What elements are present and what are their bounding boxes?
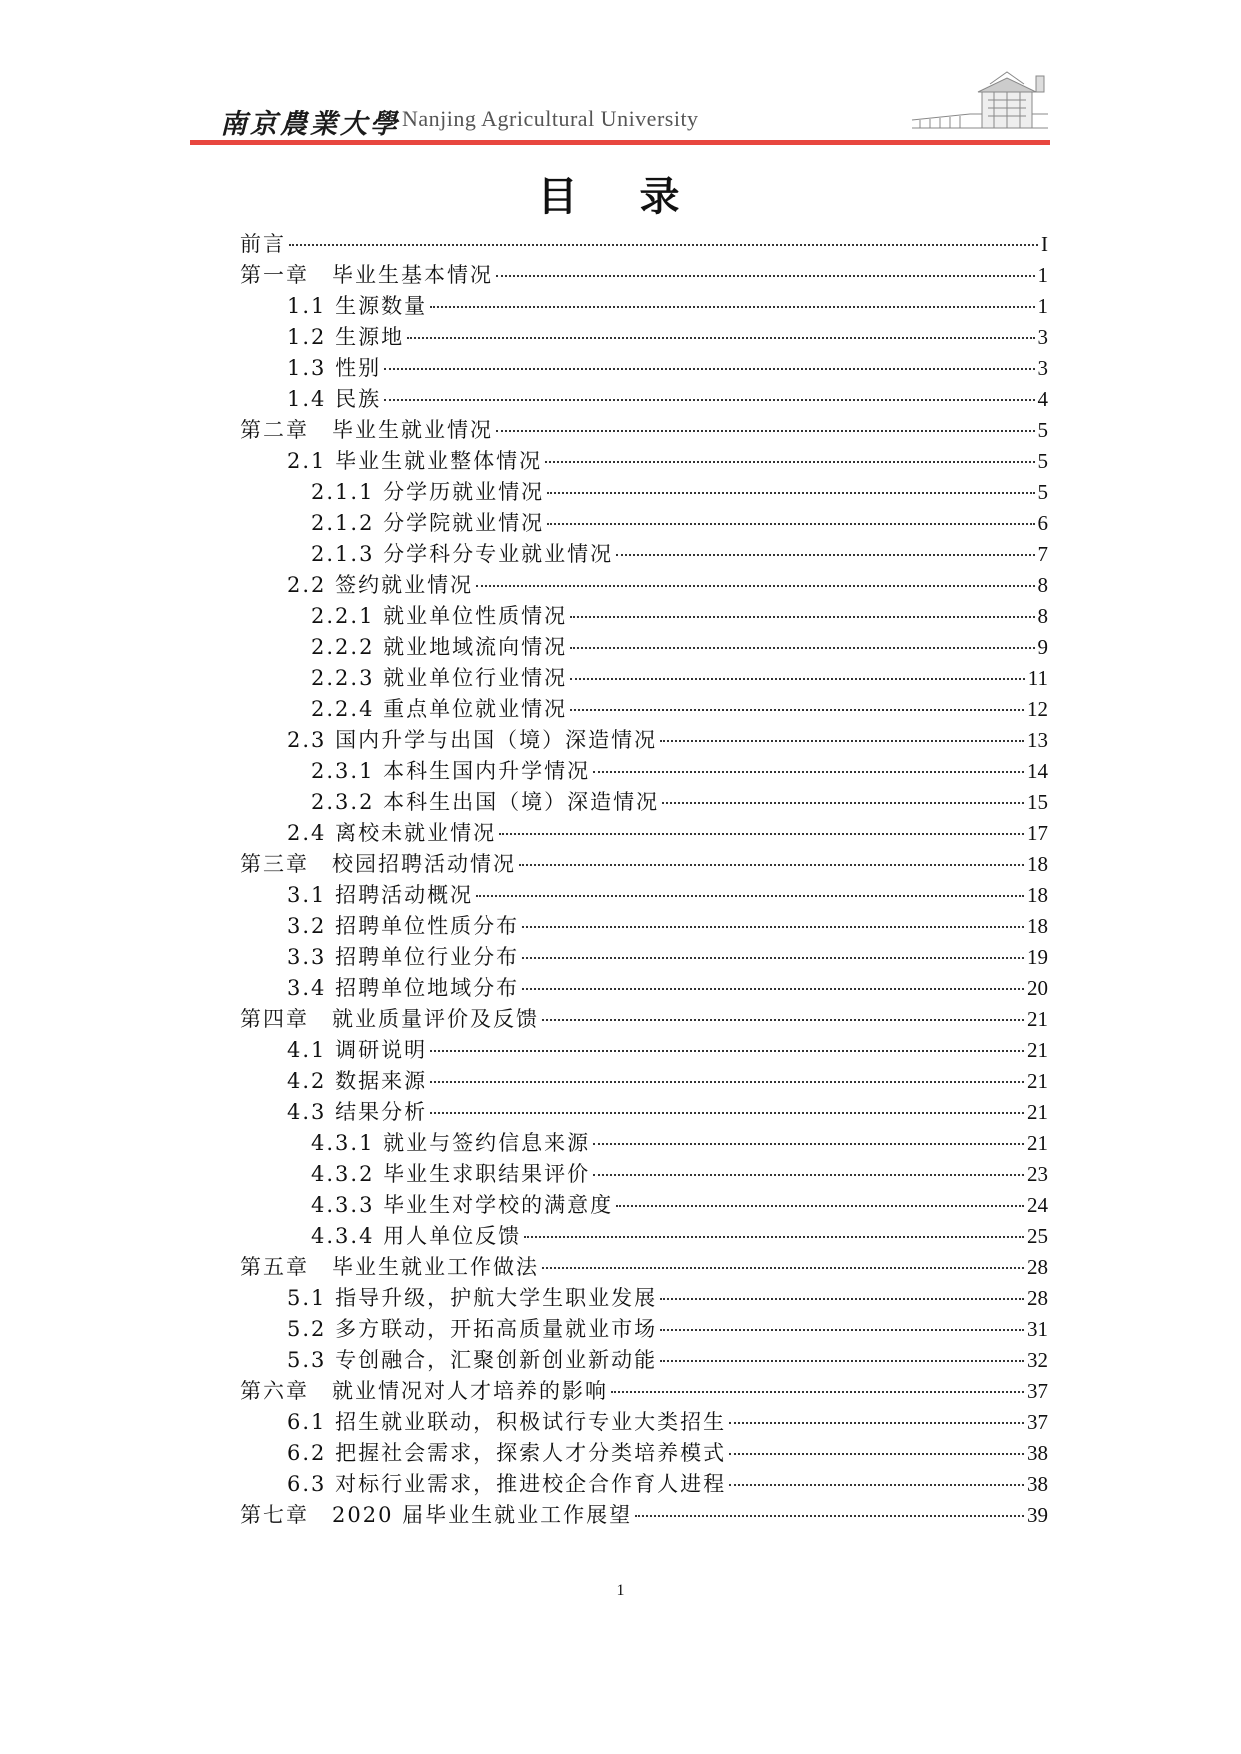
toc-entry-label: 2.2.1 就业单位性质情况 [311, 604, 568, 628]
toc-entry-label: 第七章 2020 届毕业生就业工作展望 [240, 1503, 633, 1527]
toc-entry[interactable] [240, 538, 1048, 569]
toc-leader-dots [476, 585, 1034, 587]
toc-entry-page: 8 [1037, 604, 1048, 628]
toc-entry-page: 37 [1027, 1410, 1048, 1434]
toc-entry-page: 1 [1037, 263, 1048, 287]
toc-entry-page: 13 [1027, 728, 1048, 752]
toc-entry[interactable] [240, 383, 1048, 414]
toc-entry[interactable] [240, 817, 1048, 848]
toc-leader-dots [545, 461, 1034, 463]
toc-entry-page: I [1041, 232, 1048, 256]
toc-entry-page: 38 [1027, 1441, 1048, 1465]
toc-entry-label: 4.3 结果分析 [287, 1100, 428, 1124]
toc-leader-dots [729, 1422, 1024, 1424]
toc-leader-dots [430, 1081, 1024, 1083]
toc-entry-label: 第二章 毕业生就业情况 [240, 418, 493, 442]
toc-entry[interactable] [240, 1220, 1048, 1251]
toc-entry-page: 31 [1027, 1317, 1048, 1341]
toc-leader-dots [660, 1298, 1024, 1300]
toc-entry[interactable] [240, 228, 1048, 259]
toc-entry[interactable] [240, 1437, 1048, 1468]
header-divider [190, 140, 1050, 145]
toc-entry-page: 5 [1037, 418, 1048, 442]
toc-entry-page: 4 [1037, 387, 1048, 411]
university-name-english: Nanjing Agricultural University [402, 106, 699, 131]
toc-entry[interactable] [240, 941, 1048, 972]
toc-leader-dots [289, 244, 1038, 246]
toc-leader-dots [635, 1515, 1024, 1517]
toc-entry[interactable] [240, 1158, 1048, 1189]
toc-entry-label: 2.1 毕业生就业整体情况 [287, 449, 543, 473]
toc-leader-dots [522, 988, 1024, 990]
toc-entry-page: 18 [1027, 914, 1048, 938]
university-logo-chinese: 南京農業大學 [220, 109, 400, 140]
toc-entry[interactable] [240, 1344, 1048, 1375]
toc-leader-dots [570, 678, 1025, 680]
toc-entry-label: 第三章 校园招聘活动情况 [240, 852, 516, 876]
toc-entry[interactable] [240, 910, 1048, 941]
toc-entry-label: 3.1 招聘活动概况 [287, 883, 474, 907]
toc-entry-page: 28 [1027, 1255, 1048, 1279]
toc-entry-label: 第五章 毕业生就业工作做法 [240, 1255, 539, 1279]
toc-leader-dots [430, 306, 1034, 308]
toc-entry[interactable] [240, 1282, 1048, 1313]
toc-entry-label: 2.2.2 就业地域流向情况 [311, 635, 568, 659]
toc-entry[interactable] [240, 1127, 1048, 1158]
toc-leader-dots [570, 616, 1034, 618]
toc-entry-label: 4.3.1 就业与签约信息来源 [311, 1131, 591, 1155]
toc-leader-dots [660, 740, 1024, 742]
toc-entry-label: 4.3.4 用人单位反馈 [311, 1224, 522, 1248]
toc-leader-dots [430, 1112, 1024, 1114]
toc-entry-label: 1.4 民族 [287, 387, 382, 411]
toc-entry[interactable] [240, 848, 1048, 879]
toc-entry[interactable] [240, 259, 1048, 290]
toc-leader-dots [522, 957, 1024, 959]
toc-entry-label: 2.1.3 分学科分专业就业情况 [311, 542, 614, 566]
toc-entry-label: 2.1.1 分学历就业情况 [311, 480, 545, 504]
toc-entry[interactable] [240, 1313, 1048, 1344]
toc-entry[interactable] [240, 476, 1048, 507]
toc-entry-label: 5.2 多方联动，开拓高质量就业市场 [287, 1317, 658, 1341]
toc-leader-dots [524, 1236, 1024, 1238]
toc-entry-label: 2.2.3 就业单位行业情况 [311, 666, 568, 690]
toc-entry-label: 前言 [240, 232, 286, 256]
toc-entry-page: 21 [1027, 1131, 1048, 1155]
toc-entry[interactable] [240, 290, 1048, 321]
toc-entry[interactable] [240, 507, 1048, 538]
toc-entry-page: 8 [1037, 573, 1048, 597]
toc-entry-page: 3 [1037, 325, 1048, 349]
toc-entry-page: 5 [1037, 449, 1048, 473]
toc-entry-label: 4.2 数据来源 [287, 1069, 428, 1093]
toc-entry-page: 25 [1027, 1224, 1048, 1248]
toc-entry[interactable] [240, 445, 1048, 476]
toc-leader-dots [384, 368, 1034, 370]
toc-entry[interactable] [240, 755, 1048, 786]
toc-entry-page: 24 [1027, 1193, 1048, 1217]
toc-entry-page: 11 [1027, 666, 1048, 690]
toc-entry-page: 7 [1037, 542, 1048, 566]
toc-leader-dots [660, 1329, 1024, 1331]
toc-entry[interactable] [240, 631, 1048, 662]
toc-entry-label: 3.3 招聘单位行业分布 [287, 945, 520, 969]
toc-leader-dots [570, 647, 1034, 649]
toc-leader-dots [430, 1050, 1024, 1052]
toc-entry-label: 第四章 就业质量评价及反馈 [240, 1007, 539, 1031]
toc-leader-dots [476, 895, 1024, 897]
toc-entry-page: 18 [1027, 852, 1048, 876]
toc-leader-dots [542, 1019, 1024, 1021]
toc-entry[interactable] [240, 352, 1048, 383]
toc-entry-label: 4.3.2 毕业生求职结果评价 [311, 1162, 591, 1186]
toc-entry-label: 2.2 签约就业情况 [287, 573, 474, 597]
toc-entry[interactable] [240, 1003, 1048, 1034]
toc-entry-label: 4.3.3 毕业生对学校的满意度 [311, 1193, 614, 1217]
toc-leader-dots [407, 337, 1034, 339]
toc-entry-label: 3.4 招聘单位地域分布 [287, 976, 520, 1000]
toc-leader-dots [496, 430, 1035, 432]
toc-entry-label: 1.3 性别 [287, 356, 382, 380]
toc-leader-dots [729, 1453, 1024, 1455]
toc-entry[interactable] [240, 1251, 1048, 1282]
toc-entry-page: 14 [1027, 759, 1048, 783]
toc-entry-page: 12 [1027, 697, 1048, 721]
toc-entry-page: 9 [1037, 635, 1048, 659]
toc-entry-page: 20 [1027, 976, 1048, 1000]
toc-leader-dots [496, 275, 1035, 277]
toc-entry-label: 2.3.1 本科生国内升学情况 [311, 759, 591, 783]
toc-leader-dots [616, 1205, 1024, 1207]
page-header [190, 70, 1050, 148]
toc-leader-dots [570, 709, 1024, 711]
toc-entry[interactable] [240, 1034, 1048, 1065]
toc-entry-page: 15 [1027, 790, 1048, 814]
toc-entry-label: 2.4 离校未就业情况 [287, 821, 497, 845]
toc-leader-dots [522, 926, 1024, 928]
toc-leader-dots [616, 554, 1034, 556]
table-of-contents [240, 228, 1048, 1530]
toc-entry-label: 6.2 把握社会需求，探索人才分类培养模式 [287, 1441, 727, 1465]
toc-entry-page: 21 [1027, 1100, 1048, 1124]
toc-leader-dots [662, 802, 1024, 804]
toc-entry-page: 23 [1027, 1162, 1048, 1186]
toc-entry-page: 21 [1027, 1038, 1048, 1062]
toc-entry[interactable] [240, 1065, 1048, 1096]
toc-leader-dots [593, 1174, 1024, 1176]
toc-leader-dots [611, 1391, 1024, 1393]
toc-entry-label: 第六章 就业情况对人才培养的影响 [240, 1379, 608, 1403]
toc-entry-label: 4.1 调研说明 [287, 1038, 428, 1062]
toc-leader-dots [593, 1143, 1024, 1145]
toc-entry-page: 5 [1037, 480, 1048, 504]
toc-entry-label: 2.2.4 重点单位就业情况 [311, 697, 568, 721]
toc-entry-label: 5.1 指导升级，护航大学生职业发展 [287, 1286, 658, 1310]
toc-leader-dots [660, 1360, 1024, 1362]
toc-entry-page: 37 [1027, 1379, 1048, 1403]
toc-entry[interactable] [240, 414, 1048, 445]
toc-entry[interactable] [240, 662, 1048, 693]
toc-entry-label: 第一章 毕业生基本情况 [240, 263, 493, 287]
toc-entry[interactable] [240, 724, 1048, 755]
toc-entry[interactable] [240, 1499, 1048, 1530]
toc-entry-page: 38 [1027, 1472, 1048, 1496]
toc-entry-page: 3 [1037, 356, 1048, 380]
toc-entry[interactable] [240, 569, 1048, 600]
toc-leader-dots [542, 1267, 1024, 1269]
toc-entry-page: 6 [1037, 511, 1048, 535]
toc-entry[interactable] [240, 600, 1048, 631]
toc-entry[interactable] [240, 1096, 1048, 1127]
toc-entry-label: 6.1 招生就业联动，积极试行专业大类招生 [287, 1410, 727, 1434]
toc-entry[interactable] [240, 693, 1048, 724]
toc-entry-label: 2.1.2 分学院就业情况 [311, 511, 545, 535]
toc-entry[interactable] [240, 879, 1048, 910]
toc-leader-dots [547, 492, 1034, 494]
toc-entry[interactable] [240, 972, 1048, 1003]
toc-leader-dots [547, 523, 1034, 525]
toc-entry[interactable] [240, 1406, 1048, 1437]
toc-leader-dots [519, 864, 1024, 866]
toc-entry-page: 18 [1027, 883, 1048, 907]
toc-leader-dots [729, 1484, 1024, 1486]
toc-entry-page: 39 [1027, 1503, 1048, 1527]
toc-entry-page: 28 [1027, 1286, 1048, 1310]
toc-entry-page: 32 [1027, 1348, 1048, 1372]
toc-entry-page: 21 [1027, 1007, 1048, 1031]
toc-entry-page: 21 [1027, 1069, 1048, 1093]
toc-entry-page: 1 [1037, 294, 1048, 318]
toc-entry-page: 19 [1027, 945, 1048, 969]
campus-building-icon [910, 70, 1050, 132]
toc-entry-label: 2.3 国内升学与出国（境）深造情况 [287, 728, 658, 752]
toc-entry-label: 3.2 招聘单位性质分布 [287, 914, 520, 938]
toc-entry-label: 1.1 生源数量 [287, 294, 428, 318]
toc-leader-dots [593, 771, 1024, 773]
toc-title: 目 录 [537, 174, 704, 220]
toc-entry-label: 1.2 生源地 [287, 325, 405, 349]
toc-entry[interactable] [240, 1189, 1048, 1220]
toc-leader-dots [499, 833, 1024, 835]
toc-entry[interactable] [240, 1468, 1048, 1499]
toc-entry[interactable] [240, 786, 1048, 817]
toc-entry-page: 17 [1027, 821, 1048, 845]
toc-leader-dots [384, 399, 1034, 401]
toc-entry-label: 6.3 对标行业需求，推进校企合作育人进程 [287, 1472, 727, 1496]
toc-entry[interactable] [240, 1375, 1048, 1406]
page-number: 1 [616, 1582, 625, 1599]
toc-entry[interactable] [240, 321, 1048, 352]
toc-entry-label: 2.3.2 本科生出国（境）深造情况 [311, 790, 660, 814]
toc-entry-label: 5.3 专创融合，汇聚创新创业新动能 [287, 1348, 658, 1372]
